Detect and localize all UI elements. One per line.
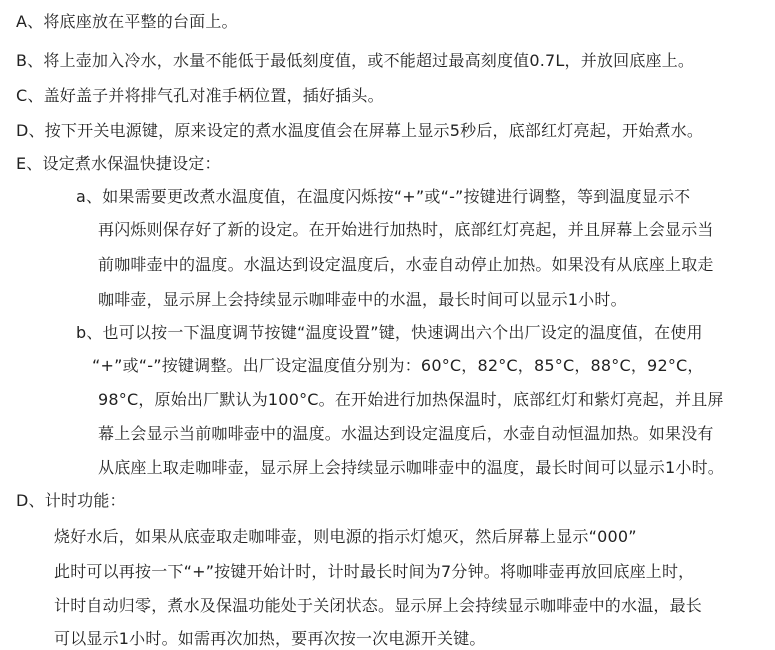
step-a: A、将底座放在平整的台面上。	[16, 12, 238, 31]
step-e-a-line-3: 前咖啡壶中的温度。水温达到设定温度后，水壶自动停止加热。如果没有从底座上取走	[98, 255, 714, 274]
step-e-b-line-4: 幕上会显示当前咖啡壶中的温度。水温达到设定温度后，水壶自动恒温加热。如果没有	[98, 424, 714, 443]
step-e-heading: E、设定煮水保温快捷设定：	[16, 154, 221, 173]
step-d-power: D、按下开关电源键，原来设定的煮水温度值会在屏幕上显示5秒后，底部红灯亮起，开始煮水。	[16, 121, 704, 140]
timer-body-line-2: 此时可以再按一下“+”按键开始计时，计时最长时间为7分钟。将咖啡壶再放回底座上时，	[54, 562, 695, 581]
step-e-a-line-2: 再闪烁则保存好了新的设定。在开始进行加热时，底部红灯亮起，并且屏幕上会显示当	[98, 220, 714, 239]
step-b: B、将上壶加入冷水，水量不能低于最低刻度值，或不能超过最高刻度值0.7L，并放回底座上。	[16, 51, 695, 70]
step-e-b-line-1: b、也可以按一下温度调节按键“温度设置”键，快速调出六个出厂设定的温度值，在使用	[76, 323, 703, 342]
step-e-b-line-5: 从底座上取走咖啡壶，显示屏上会持续显示咖啡壶中的温度，最长时间可以显示1小时。	[98, 458, 724, 477]
timer-body-line-3: 计时自动归零，煮水及保温功能处于关闭状态。显示屏上会持续显示咖啡壶中的水温，最长	[54, 596, 703, 615]
step-e-a-line-4: 咖啡壶，显示屏上会持续显示咖啡壶中的水温，最长时间可以显示1小时。	[98, 290, 627, 309]
step-e-b-line-3: 98°C，原始出厂默认为100°C。在开始进行加热保温时，底部红灯和紫灯亮起，并且屏	[98, 390, 724, 409]
step-c: C、盖好盖子并将排气孔对准手柄位置，插好插头。	[16, 86, 384, 105]
step-e-a-line-1: a、如果需要更改煮水温度值，在温度闪烁按“+”或“-”按键进行调整，等到温度显示不	[76, 187, 691, 206]
step-e-b-line-2: “+”或“-”按键调整。出厂设定温度值分别为：60°C，82°C，85°C，88°C，92°C，	[92, 356, 704, 375]
timer-body-line-1: 烧好水后，如果从底壶取走咖啡壶，则电源的指示灯熄灭，然后屏幕上显示“000”	[54, 527, 637, 546]
step-d-timer-heading: D、计时功能：	[16, 491, 126, 510]
timer-body-line-4: 可以显示1小时。如需再次加热，要再次按一次电源开关键。	[54, 629, 486, 648]
